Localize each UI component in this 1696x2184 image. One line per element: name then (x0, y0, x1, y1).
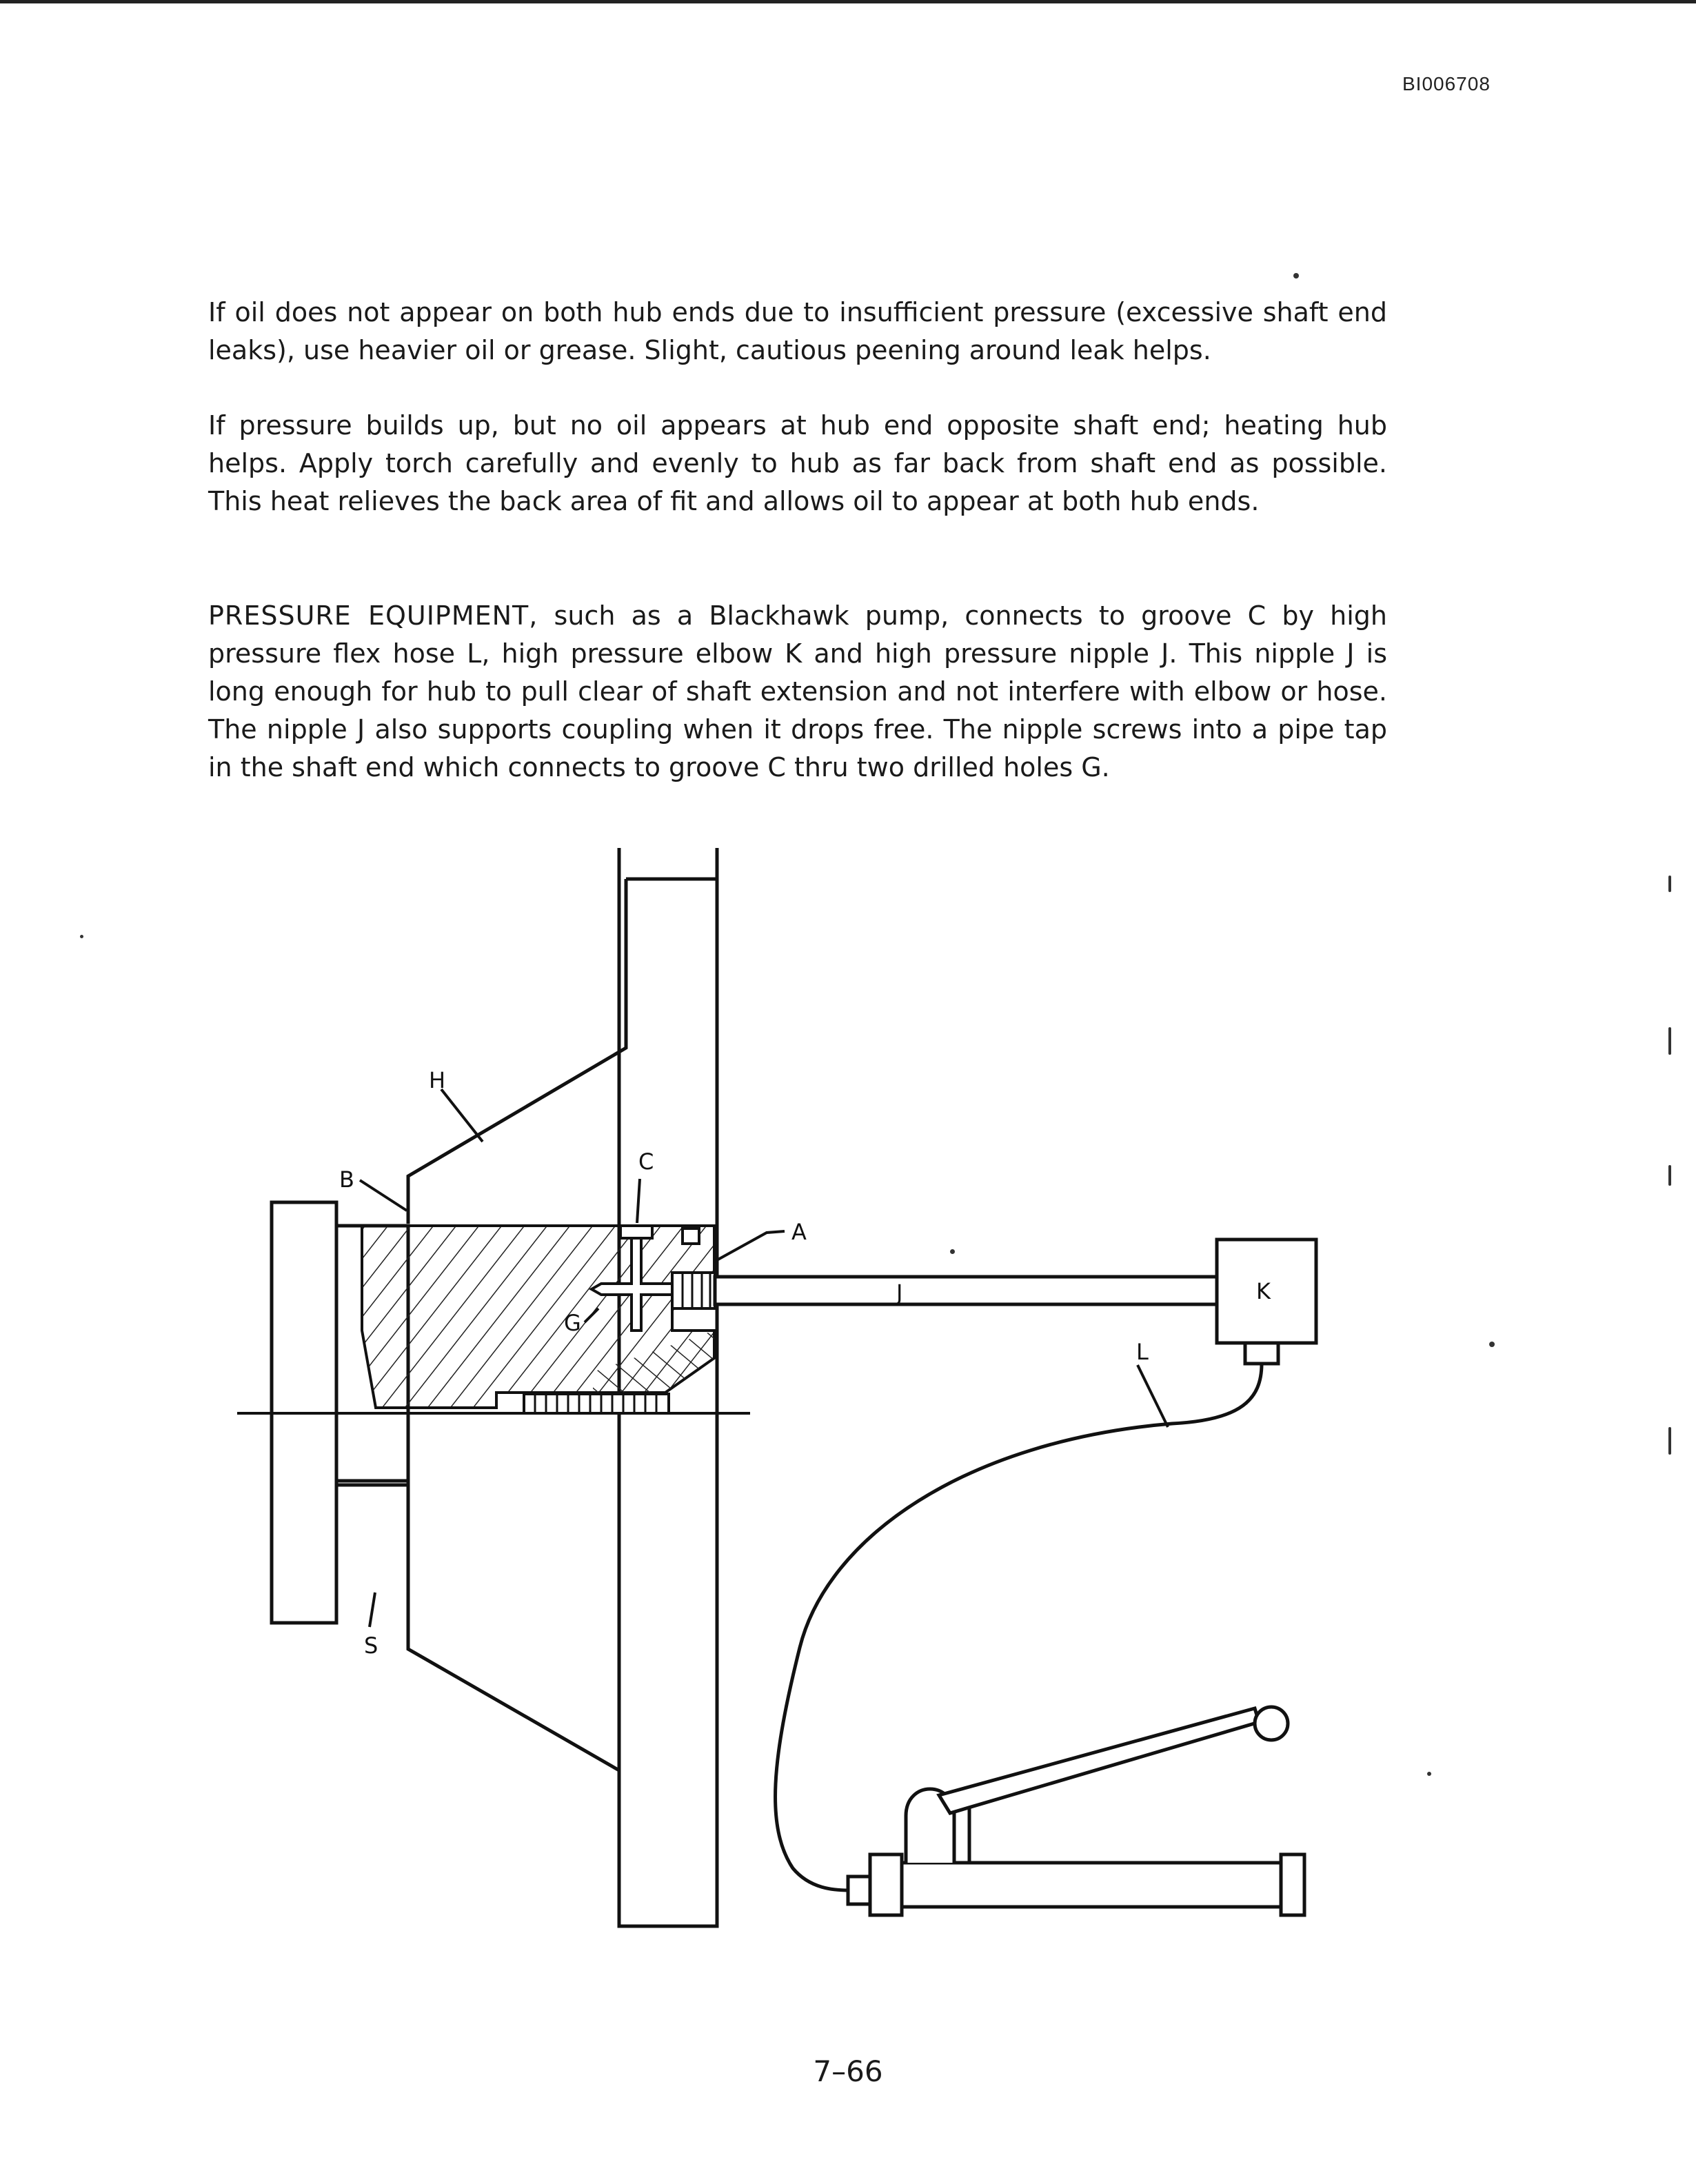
page-number: 7–66 (813, 2054, 883, 2088)
pump-end-cap-right (1281, 1854, 1304, 1915)
scan-speck (1668, 1165, 1671, 1186)
label-c: C (638, 1149, 654, 1175)
blackhawk-pump (848, 1707, 1304, 1915)
label-b: B (339, 1166, 354, 1193)
leader-h (441, 1089, 483, 1142)
paragraph-body: such as a Blackhawk pump, connects to groove C by high pressure flex hose L, high pressure elbow K and high pressure nipple J. This nipple J is long enough for hub to pull clear of shaft extension and not interfere with elbow or hose. The nipple J also supports coupling when it drops free. The nipple screws into a pipe tap in the shaft end which connects to groove C thru two drilled holes G. (208, 600, 1387, 782)
elbow-k-fitting (1245, 1343, 1278, 1364)
pump-link (954, 1806, 969, 1863)
label-s: S (364, 1632, 378, 1659)
label-h: H (429, 1067, 446, 1093)
hub-outline-upper (626, 879, 717, 1227)
pipe-tap-threads (672, 1273, 715, 1308)
pump-end-cap-left (870, 1854, 902, 1915)
scan-speck (1427, 1772, 1431, 1776)
leader-a (714, 1231, 785, 1262)
label-g: G (564, 1310, 581, 1336)
paragraph-oil-not-appearing: If oil does not appear on both hub ends due to insufficient pressure (excessive shaft end leaks), use heavier oil or grease. Slight, cautious peening around leak helps. (208, 297, 1387, 365)
leader-l (1138, 1365, 1168, 1427)
scan-speck (1668, 1427, 1671, 1455)
paragraph-lead-heading: PRESSURE EQUIPMENT, (208, 600, 538, 631)
scan-speck (1293, 273, 1299, 279)
label-l: L (1136, 1339, 1149, 1365)
scan-speck (80, 935, 83, 938)
pump-handle-knob (1255, 1707, 1288, 1740)
top-rule (0, 0, 1696, 3)
paragraph-pressure-equipment (208, 597, 1387, 787)
leader-c (637, 1179, 640, 1223)
paragraph-pressure-builds-up: If pressure builds up, but no oil appears at hub end opposite shaft end; heating hub helps. Apply torch carefully and evenly to hub as far back from shaft end as possible. This heat relieves the back area of fit and allows oil to appear at both hub ends. (208, 410, 1387, 516)
scan-speck (1668, 876, 1671, 892)
scan-speck (950, 1249, 955, 1254)
label-k: K (1256, 1278, 1271, 1304)
pump-hose-fitting (848, 1877, 870, 1904)
label-a: A (791, 1219, 807, 1245)
pump-body (902, 1863, 1281, 1907)
leader-b (360, 1180, 407, 1211)
groove-c (620, 1226, 652, 1238)
groove-c-right (683, 1228, 699, 1244)
scan-speck (1489, 1342, 1495, 1347)
flex-hose-l (776, 1364, 1262, 1890)
document-id: BI006708 (1402, 73, 1491, 94)
pump-handle (939, 1708, 1259, 1813)
nipple-j (715, 1277, 1217, 1304)
scan-speck (1668, 1027, 1671, 1055)
label-j: J (896, 1280, 903, 1306)
hub-lower-taper (408, 1393, 619, 1770)
leader-s (370, 1593, 375, 1627)
coupling-removal-diagram (0, 848, 1696, 1985)
hub-outline-taper (408, 879, 626, 1224)
